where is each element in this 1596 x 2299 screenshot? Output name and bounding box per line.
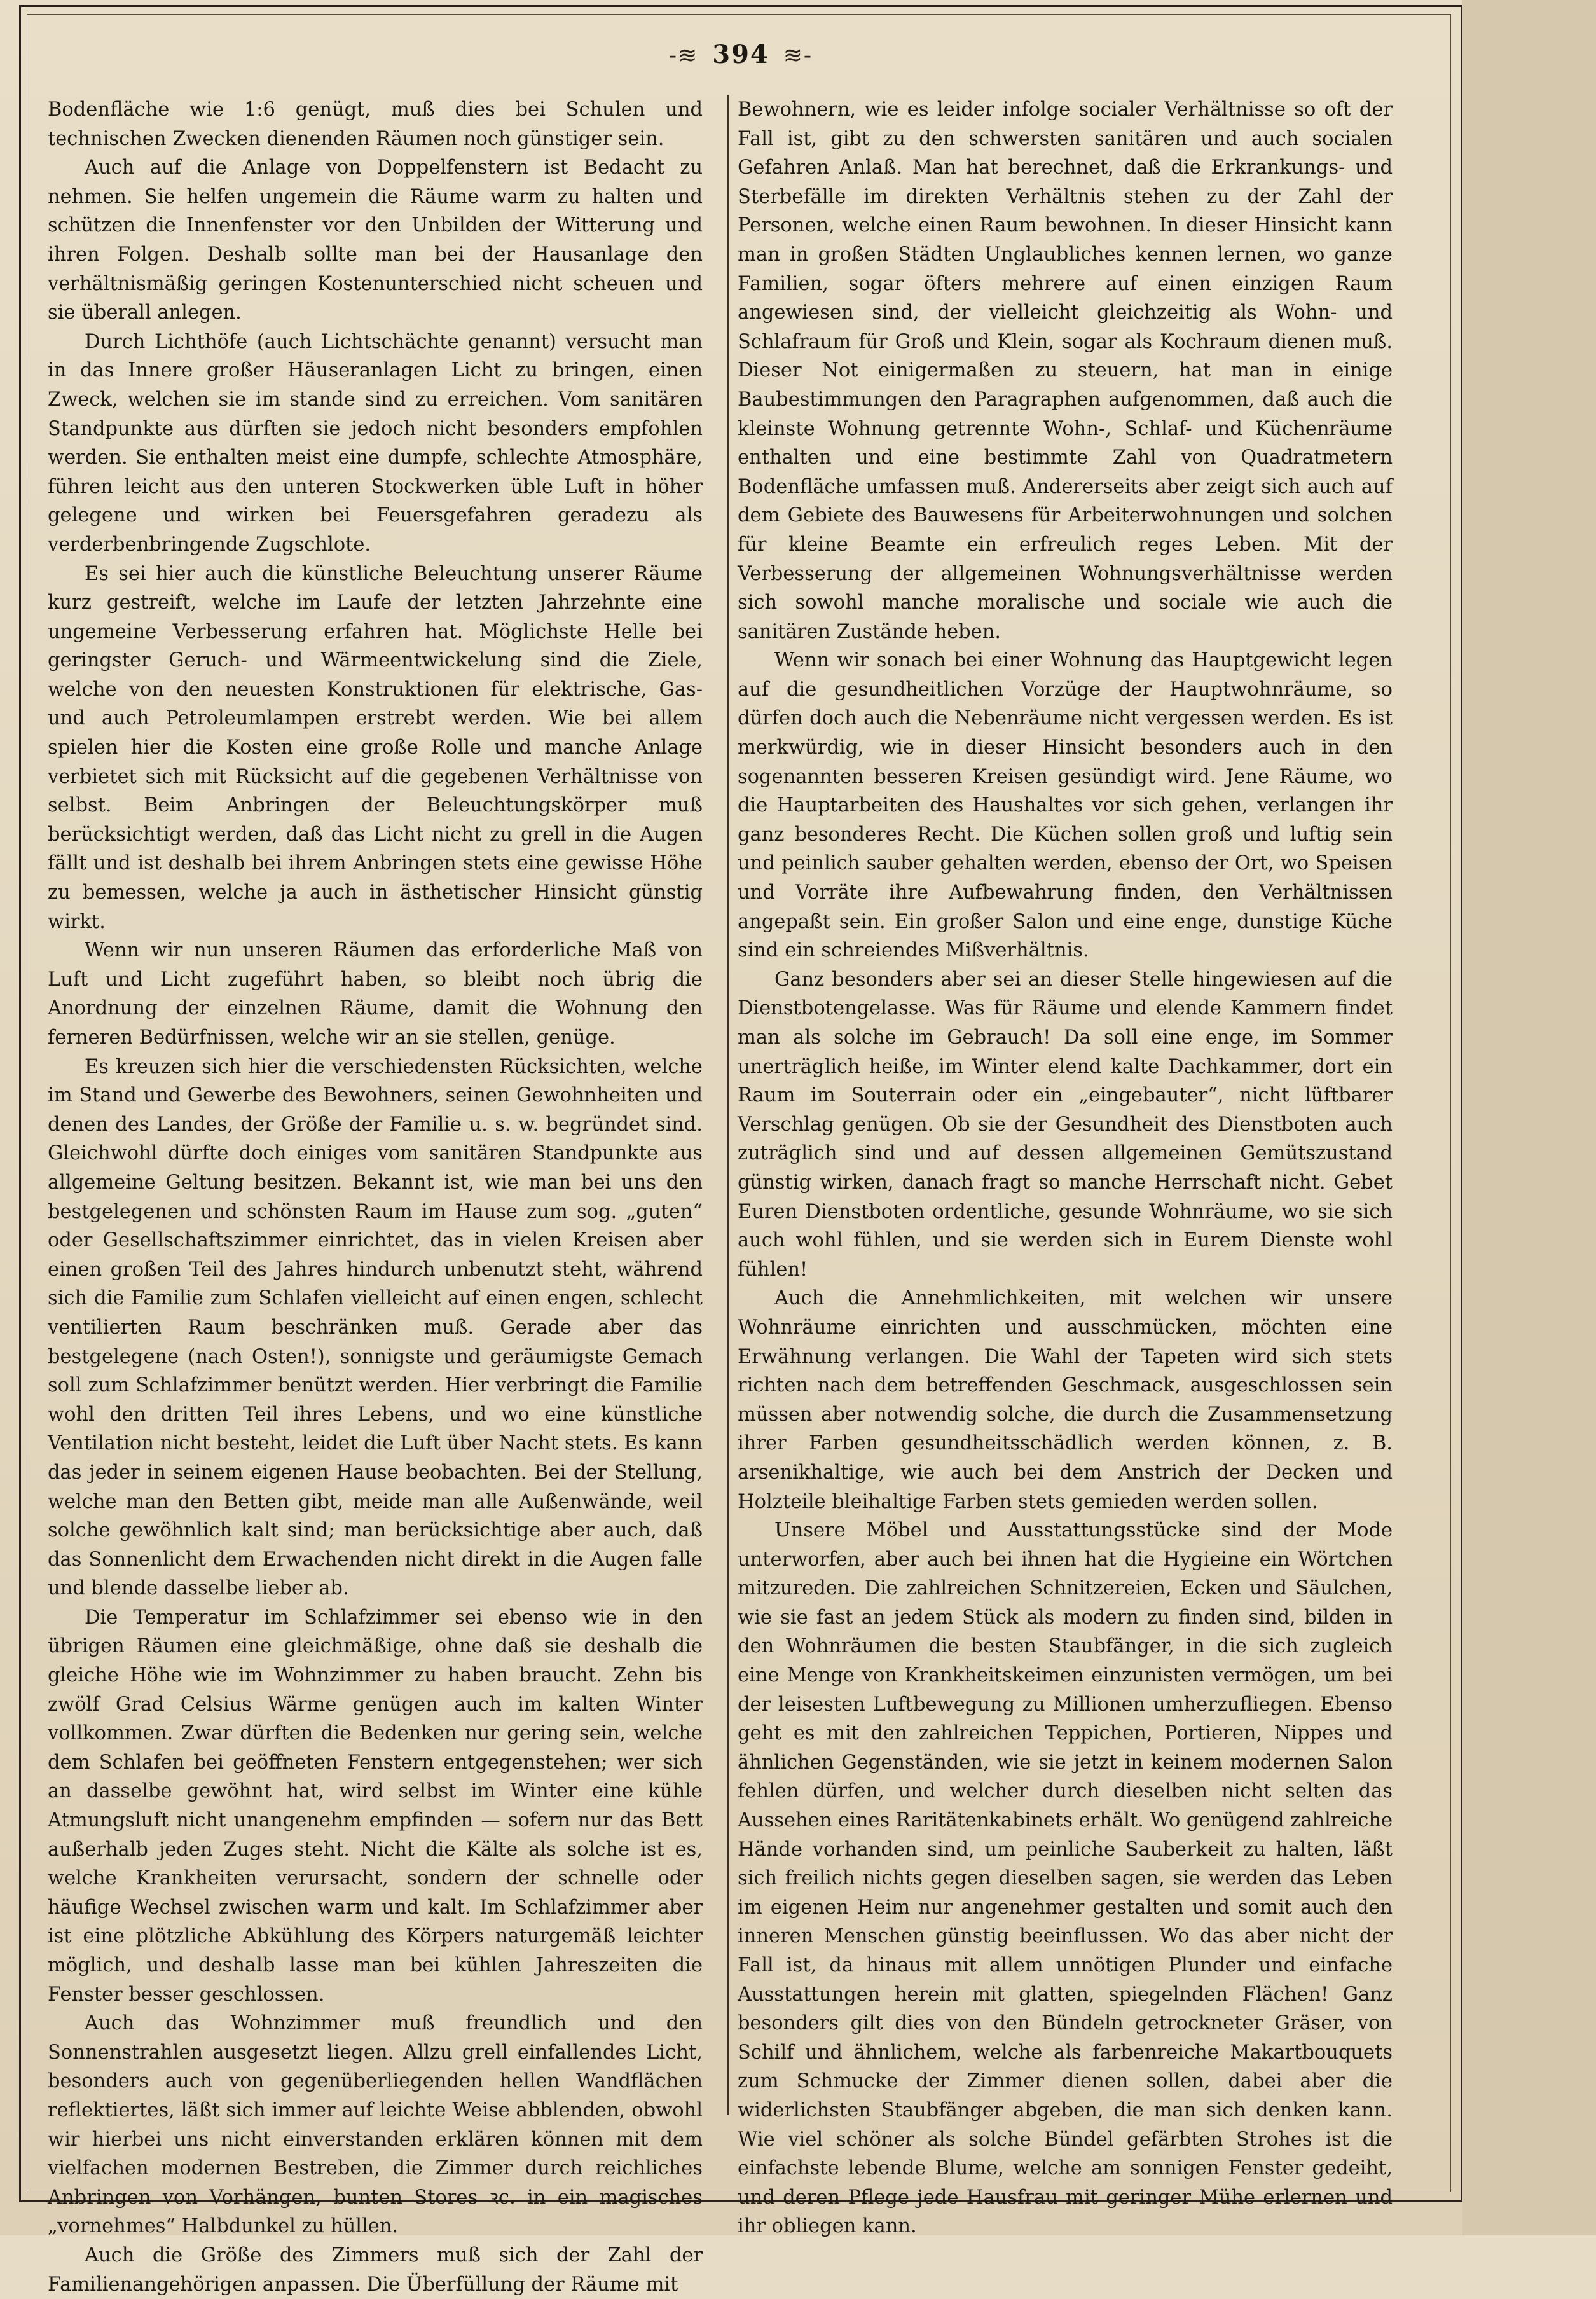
header-ornament-right: ≋- xyxy=(783,43,813,69)
paragraph: Wenn wir sonach bei einer Wohnung das Hauptgewicht legen auf die gesundheitlichen Vorzüge der Hauptwohnräume, so dürfen doch auch die Nebenräume nicht vergessen werden. Es ist merkwürdig, wie in dieser Hinsicht besonders auch in den sogenannten besseren Kreisen gesündigt wird. Jene Räume, wo die Hauptarbeiten des Haushaltes vor sich gehen, verlangen ihr ganz besonderes Recht. Die Küchen sollen groß und luftig sein und peinlich sauber gehalten werden, ebenso der Ort, wo Speisen und Vorräte ihre Aufbewahrung finden, den Verhältnissen angepaßt sein. Ein großer Salon und eine enge, dunstige Küche sind ein schreiendes Mißverhältnis. xyxy=(738,649,1393,962)
paragraph: Auch die Größe des Zimmers muß sich der Zahl der Familienangehörigen anpassen. Die Überfüllung der Räume mit xyxy=(48,2244,703,2296)
paragraph: Unsere Möbel und Ausstattungsstücke sind der Mode unterworfen, aber auch bei ihnen hat die Hygieine ein Wörtchen mitzureden. Die zahlreichen Schnitzereien, Ecken und Säulchen, wie sie fast an jedem Stück als modern zu finden sind, bilden in den Wohnräumen die besten Staubfänger, in die sich zugleich eine Menge von Krankheitskeimen einzunisten vermögen, um bei der leisesten Luftbewegung zu Millionen umherzufliegen. Ebenso geht es mit den zahlreichen Teppichen, Portieren, Nippes und ähnlichen Gegenständen, wie sie jetzt in keinem modernen Salon fehlen dürfen, und welcher durch dieselben nicht selten das Aussehen eines Raritätenkabinets erhält. Wo genügend zahlreiche Hände vorhanden sind, um peinliche Sauberkeit zu halten, läßt sich freilich nichts gegen dieselben sagen, sie werden das Leben im eigenen Heim nur angenehmer gestalten und somit auch den inneren Menschen günstig beeinflussen. Wo das aber nicht der Fall ist, da hinaus mit allem unnötigen Plunder und einfache Ausstattungen herein mit glatten, spiegelnden Flächen! Ganz besonders gilt dies von den Bündeln getrockneter Gräser, von Schilf und ähnlichem, welche als farbenreiche Makartbouquets zum Schmucke der Zimmer dienen sollen, dabei aber die widerlichsten Staubfänger abgeben, die man sich denken kann. Wie viel schöner als solche Bündel gefärbten Strohes ist die einfachste lebende Blume, welche am sonnigen Fenster gedeiht, und deren Pflege jede Hausfrau mit geringer Mühe erlernen und ihr obliegen kann. xyxy=(738,1519,1393,2238)
paragraph: Bewohnern, wie es leider infolge socialer Verhältnisse so oft der Fall ist, gibt zu den schwersten sanitären und auch socialen Gefahren Anlaß. Man hat berechnet, daß die Erkrankungs- und Sterbefälle im direkten Verhältnis stehen zu der Zahl der Personen, welche einen Raum bewohnen. In dieser Hinsicht kann man in großen Städten Unglaubliches kennen lernen, wo ganze Familien, sogar öfters mehrere auf einen einzigen Raum angewiesen sind, der vielleicht gleichzeitig als Wohn- und Schlafraum für Groß und Klein, sogar als Kochraum dienen muß. Dieser Not einigermaßen zu steuern, hat man in einige Baubestimmungen den Paragraphen aufgenommen, daß auch die kleinste Wohnung getrennte Wohn-, Schlaf- und Küchenräume enthalten und eine bestimmte Zahl von Quadratmetern Bodenfläche umfassen muß. Andererseits aber zeigt sich auch auf dem Gebiete des Bauwesens für Arbeiterwohnungen und solchen für kleine Beamte ein erfreulich reges Leben. Mit der Verbesserung der allgemeinen Wohnungsverhältnisse werden sich sowohl manche moralische und sociale wie auch die sanitären Zustände heben. xyxy=(738,99,1393,643)
paragraph: Auch die Annehmlichkeiten, mit welchen wir unsere Wohnräume einrichten und ausschmücken, möchten eine Erwähnung verlangen. Die Wahl der Tapeten wird sich stets richten nach dem betreffenden Geschmack, ausgeschlossen sein müssen aber notwendig solche, die durch die Zusammensetzung ihrer Farben gesundheitsschädlich werden können, z. B. arsenikhaltige, wie auch bei dem Anstrich der Decken und Holzteile bleihaltige Farben stets gemieden werden sollen. xyxy=(738,1287,1393,1513)
paragraph: Auch auf die Anlage von Doppelfenstern ist Bedacht zu nehmen. Sie helfen ungemein die Räume warm zu halten und schützen die Innenfenster vor den Unbilden der Witterung und ihren Folgen. Deshalb sollte man bei der Hausanlage den verhältnismäßig geringen Kostenunterschied nicht scheuen und sie überall anlegen. xyxy=(48,156,703,324)
paragraph: Die Temperatur im Schlafzimmer sei ebenso wie in den übrigen Räumen eine gleichmäßige, ohne daß sie deshalb die gleiche Höhe wie im Wohnzimmer zu haben braucht. Zehn bis zwölf Grad Celsius Wärme genügen auch im kalten Winter vollkommen. Zwar dürften die Bedenken nur gering sein, welche dem Schlafen bei geöffneten Fenstern entgegenstehen; wer sich an dasselbe gewöhnt hat, wird selbst im Winter eine kühle Atmungsluft nicht unangenehm empfinden — sofern nur das Bett außerhalb jeden Zuges steht. Nicht die Kälte als solche ist es, welche Krankheiten verursacht, sondern der schnelle oder häufige Wechsel zwischen warm und kalt. Im Schlafzimmer aber ist eine plötzliche Abkühlung des Körpers naturgemäß leichter möglich, und deshalb lasse man bei kühlen Jahreszeiten die Fenster besser geschlossen. xyxy=(48,1606,703,2006)
paragraph: Wenn wir nun unseren Räumen das erforderliche Maß von Luft und Licht zugeführt haben, so bleibt noch übrig die Anordnung der einzelnen Räume, damit die Wohnung den ferneren Bedürfnissen, welche wir an sie stellen, genüge. xyxy=(48,939,703,1049)
page-number: 394 xyxy=(712,39,769,69)
right-column xyxy=(738,95,1393,2238)
paragraph: Ganz besonders aber sei an dieser Stelle hingewiesen auf die Dienstbotengelasse. Was für Räume und elende Kammern findet man als solche im Gebrauch! Da soll eine enge, im Sommer unerträglich heiße, im Winter elend kalte Dachkammer, dort ein Raum im Souterrain oder ein „eingebauter“, nicht lüftbarer Verschlag genügen. Ob sie der Gesundheit des Dienstboten auch zuträglich sind und auf dessen allgemeinen Gemütszustand günstig wirken, danach fragt so manche Herrschaft nicht. Gebet Euren Dienstboten ordentliche, gesunde Wohnräume, wo sie sich auch wohl fühlen, und sie werden sich in Eurem Dienste wohl fühlen! xyxy=(738,968,1393,1281)
left-column xyxy=(48,95,703,2296)
paragraph: Es kreuzen sich hier die verschiedensten Rücksichten, welche im Stand und Gewerbe des Bewohners, seinen Gewohnheiten und denen des Landes, der Größe der Familie u. s. w. begründet sind. Gleichwohl dürfte doch einiges vom sanitären Standpunkte aus allgemeine Geltung besitzen. Bekannt ist, wie man bei uns den bestgelegenen und schönsten Raum im Hause zum sog. „guten“ oder Gesellschaftszimmer einrichtet, das in vielen Kreisen aber einen großen Teil des Jahres hindurch unbenutzt steht, während sich die Familie zum Schlafen vielleicht auf einen engen, schlecht ventilierten Raum beschränken muß. Gerade aber das bestgelegene (nach Osten!), sonnigste und geräumigste Gemach soll zum Schlafzimmer benützt werden. Hier verbringt die Familie wohl den dritten Teil ihres Lebens, und wo eine künstliche Ventilation nicht besteht, leidet die Luft über Nacht stets. Es kann das jeder in seinem eigenen Hause beobachten. Bei der Stellung, welche man den Betten gibt, meide man alle Außenwände, weil solche gewöhnlich kalt sind; man berücksichtige aber auch, daß das Sonnenlicht dem Erwachenden nicht direkt in die Augen falle und blende dasselbe lieber ab. xyxy=(48,1055,703,1600)
paragraph: Durch Lichthöfe (auch Lichtschächte genannt) versucht man in das Innere großer Häuseranlagen Licht zu bringen, einen Zweck, welchen sie im stande sind zu erreichen. Vom sanitären Standpunkte aus dürften sie jedoch nicht besonders empfohlen werden. Sie enthalten meist eine dumpfe, schlechte Atmosphäre, führen leicht aus den unteren Stockwerken üble Luft in höher gelegene und wirken bei Feuersgefahren geradezu als verderbenbringende Zugschlote. xyxy=(48,330,703,556)
column-divider xyxy=(727,95,729,2115)
header-ornament-left: -≋ xyxy=(668,43,699,69)
paragraph: Es sei hier auch die künstliche Beleuchtung unserer Räume kurz gestreift, welche im Laufe der letzten Jahrzehnte eine ungemeine Verbesserung erfahren hat. Möglichste Helle bei geringster Geruch- und Wärmeentwickelung sind die Ziele, welche von den neuesten Konstruktionen für elektrische, Gas- und auch Petroleumlampen erstrebt werden. Wie bei allem spielen hier die Kosten eine große Rolle und manche Anlage verbietet sich mit Rücksicht auf die gegebenen Verhältnisse von selbst. Beim Anbringen der Beleuchtungskörper muß berücksichtigt werden, daß das Licht nicht zu grell in die Augen fällt und ist deshalb bei ihrem Anbringen stets eine gewisse Höhe zu bemessen, welche ja auch in ästhetischer Hinsicht günstig wirkt. xyxy=(48,562,703,933)
page-edge xyxy=(1462,0,1596,2235)
page-header xyxy=(0,39,1482,69)
paragraph: Auch das Wohnzimmer muß freundlich und den Sonnenstrahlen ausgesetzt liegen. Allzu grell einfallendes Licht, besonders auch von gegenüberliegenden hellen Wandflächen reflektiertes, läßt sich immer auf leichte Weise abblenden, obwohl wir hierbei uns nicht einverstanden erklären können mit dem vielfachen modernen Bestreben, die Zimmer durch reichliches Anbringen von Vorhängen, bunten Stores ꝛc. in ein magisches „vornehmes“ Halbdunkel zu hüllen. xyxy=(48,2012,703,2238)
paragraph: Bodenfläche wie 1:6 genügt, muß dies bei Schulen und technischen Zwecken dienenden Räumen noch günstiger sein. xyxy=(48,99,703,150)
